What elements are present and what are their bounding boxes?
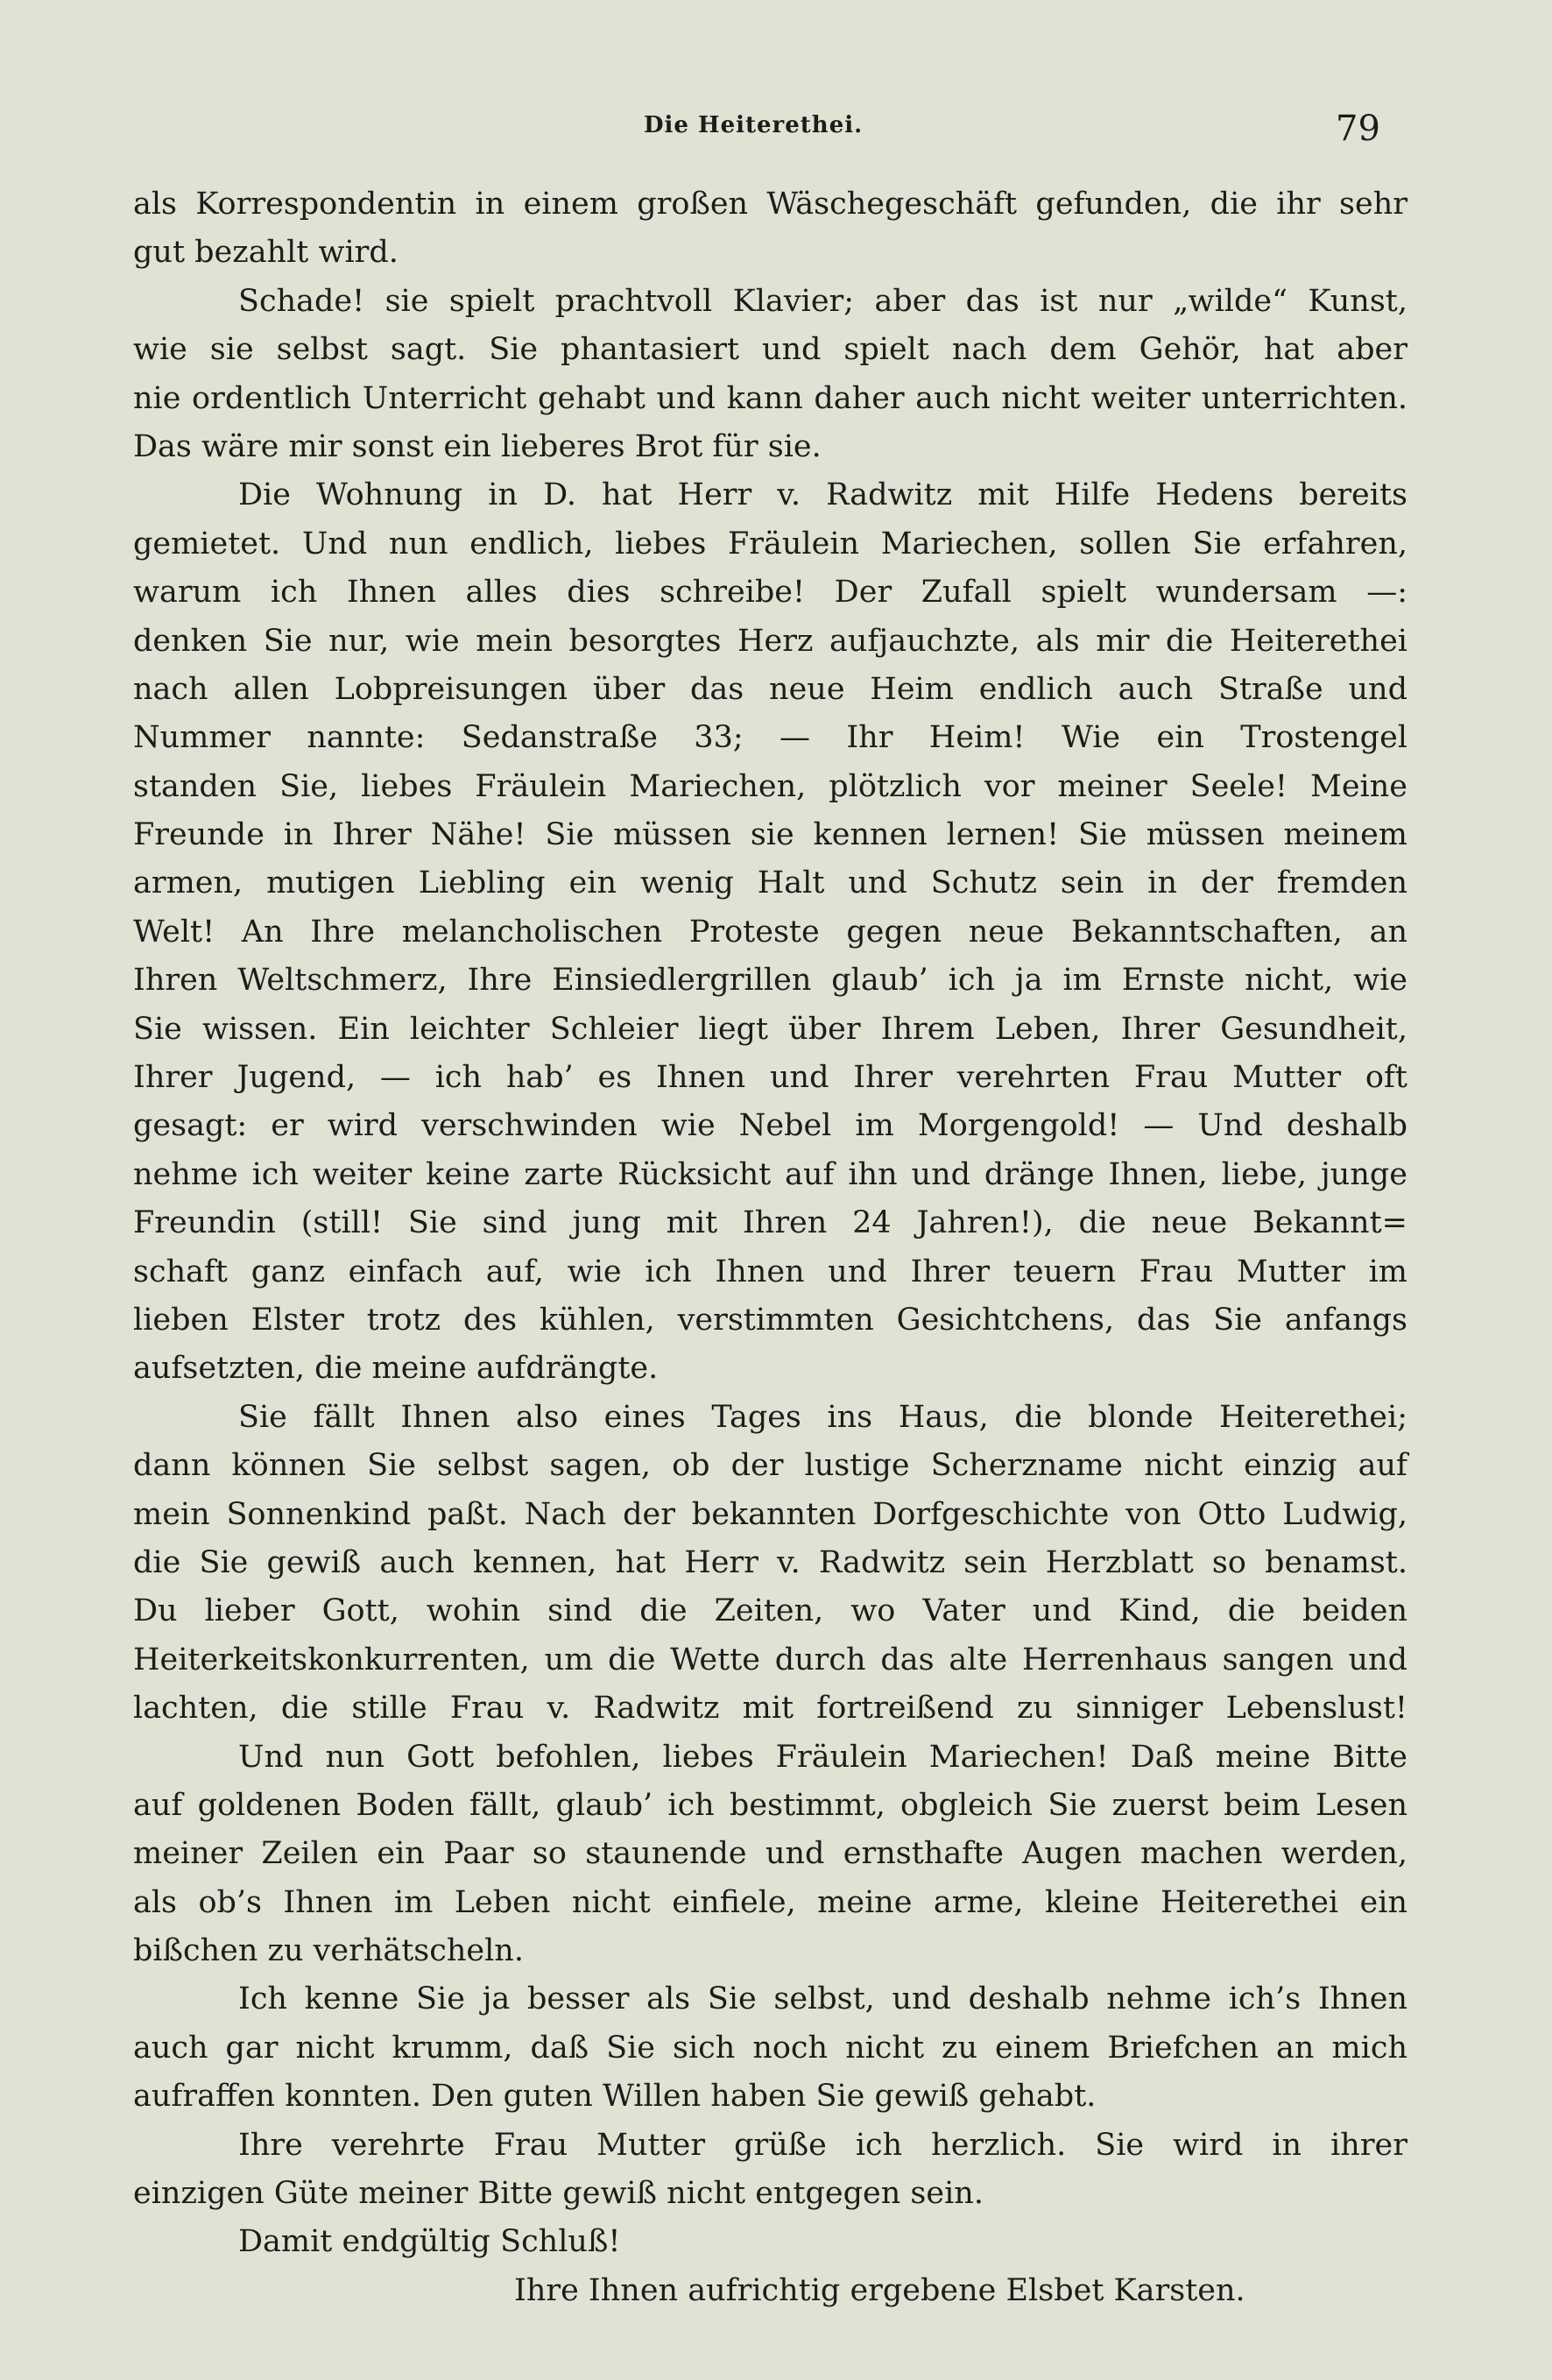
text-line: dann können Sie selbst sagen, ob der lustige Scherzname nicht einzig auf (133, 1448, 1407, 1484)
text-line: wie sie selbst sagt. Sie phantasiert und spielt nach dem Gehör, hat aber (133, 332, 1407, 368)
text-line: gesagt: er wird verschwinden wie Nebel im Morgengold! — Und deshalb (133, 1108, 1407, 1144)
page-number: 79 (1336, 109, 1380, 149)
text-line: Freundin (still! Sie sind jung mit Ihren 24 Jahren!), die neue Bekannt= (133, 1205, 1407, 1241)
text-line: warum ich Ihnen alles dies schreibe! Der Zufall spielt wundersam —: (133, 575, 1407, 611)
running-head (0, 109, 1552, 156)
text-line: Schade! sie spielt prachtvoll Klavier; aber das ist nur „wilde“ Kunst, (238, 283, 1407, 319)
text-line: standen Sie, liebes Fräulein Mariechen, plötzlich vor meiner Seele! Meine (133, 768, 1407, 804)
text-line: gemietet. Und nun endlich, liebes Fräulein Mariechen, sollen Sie erfahren, (133, 526, 1407, 561)
text-line: Du lieber Gott, wohin sind die Zeiten, wo Vater und Kind, die beiden (133, 1593, 1407, 1629)
text-line: bißchen zu verhätscheln. (133, 1933, 524, 1969)
text-line: Damit endgültig Schluß! (238, 2224, 621, 2260)
text-line: Ich kenne Sie ja besser als Sie selbst, und deshalb nehme ich’s Ihnen (238, 1981, 1407, 2017)
text-line: als ob’s Ihnen im Leben nicht einfiele, meine arme, kleine Heiterethei ein (133, 1884, 1407, 1920)
text-line: lachten, die stille Frau v. Radwitz mit fortreißend zu sinniger Lebenslust! (133, 1691, 1407, 1727)
text-line: Ihrer Jugend, — ich hab’ es Ihnen und Ihrer verehrten Frau Mutter oft (133, 1060, 1407, 1096)
text-line: die Sie gewiß auch kennen, hat Herr v. Radwitz sein Herzblatt so benamst. (133, 1544, 1407, 1580)
text-line: Das wäre mir sonst ein lieberes Brot für sie. (133, 428, 822, 464)
text-line: aufsetzten, die meine aufdrängte. (133, 1351, 659, 1387)
text-line: gut bezahlt wird. (133, 235, 399, 271)
text-line: Und nun Gott befohlen, liebes Fräulein Mariechen! Daß meine Bitte (238, 1739, 1407, 1775)
text-line: nach allen Lobpreisungen über das neue Heim endlich auch Straße und (133, 671, 1407, 707)
text-line: Sie fällt Ihnen also eines Tages ins Haus, die blonde Heiterethei; (238, 1399, 1407, 1435)
text-line: meiner Zeilen ein Paar so staunende und ernsthafte Augen machen werden, (133, 1836, 1407, 1872)
text-line: Ihren Weltschmerz, Ihre Einsiedlergrillen glaub’ ich ja im Ernste nicht, wie (133, 963, 1407, 999)
text-line: Ihre verehrte Frau Mutter grüße ich herzlich. Sie wird in ihrer (238, 2127, 1407, 2163)
text-line: Heiterkeitskonkurrenten, um die Wette durch das alte Herrenhaus sangen und (133, 1642, 1407, 1677)
text-line: mein Sonnenkind paßt. Nach der bekannten Dorfgeschichte von Otto Ludwig, (133, 1496, 1407, 1532)
text-line: lieben Elster trotz des kühlen, verstimmten Gesichtchens, das Sie anfangs (133, 1302, 1407, 1338)
text-line: aufraffen konnten. Den guten Willen haben Sie gewiß gehabt. (133, 2079, 1097, 2115)
text-line: Freunde in Ihrer Nähe! Sie müssen sie kennen lernen! Sie müssen meinem (133, 817, 1407, 853)
text-line: einzigen Güte meiner Bitte gewiß nicht entgegen sein. (133, 2176, 984, 2212)
signature-line: Ihre Ihnen aufrichtig ergebene Elsbet Karsten. (514, 2272, 1245, 2308)
body-text (133, 180, 1407, 2315)
text-line: Die Wohnung in D. hat Herr v. Radwitz mit Hilfe Hedens bereits (238, 477, 1407, 513)
text-line: denken Sie nur, wie mein besorgtes Herz aufjauchzte, als mir die Heiterethei (133, 623, 1407, 659)
running-title: Die Heiterethei. (644, 112, 864, 138)
text-line: Sie wissen. Ein leichter Schleier liegt über Ihrem Leben, Ihrer Gesundheit, (133, 1011, 1407, 1047)
text-line: nie ordentlich Unterricht gehabt und kann daher auch nicht weiter unterrichten. (133, 380, 1407, 416)
text-line: nehme ich weiter keine zarte Rücksicht auf ihn und dränge Ihnen, liebe, junge (133, 1156, 1407, 1192)
text-line: auch gar nicht krumm, daß Sie sich noch nicht zu einem Briefchen an mich (133, 2030, 1407, 2066)
text-line: schaft ganz einfach auf, wie ich Ihnen und Ihrer teuern Frau Mutter im (133, 1254, 1407, 1289)
text-line: auf goldenen Boden fällt, glaub’ ich bestimmt, obgleich Sie zuerst beim Lesen (133, 1787, 1407, 1823)
text-line: Welt! An Ihre melancholischen Proteste gegen neue Bekanntschaften, an (133, 914, 1407, 950)
text-line: als Korrespondentin in einem großen Wäschegeschäft gefunden, die ihr sehr (133, 187, 1407, 222)
text-line: Nummer nannte: Sedanstraße 33; — Ihr Heim! Wie ein Trostengel (133, 720, 1407, 756)
text-line: armen, mutigen Liebling ein wenig Halt und Schutz sein in der fremden (133, 865, 1407, 901)
